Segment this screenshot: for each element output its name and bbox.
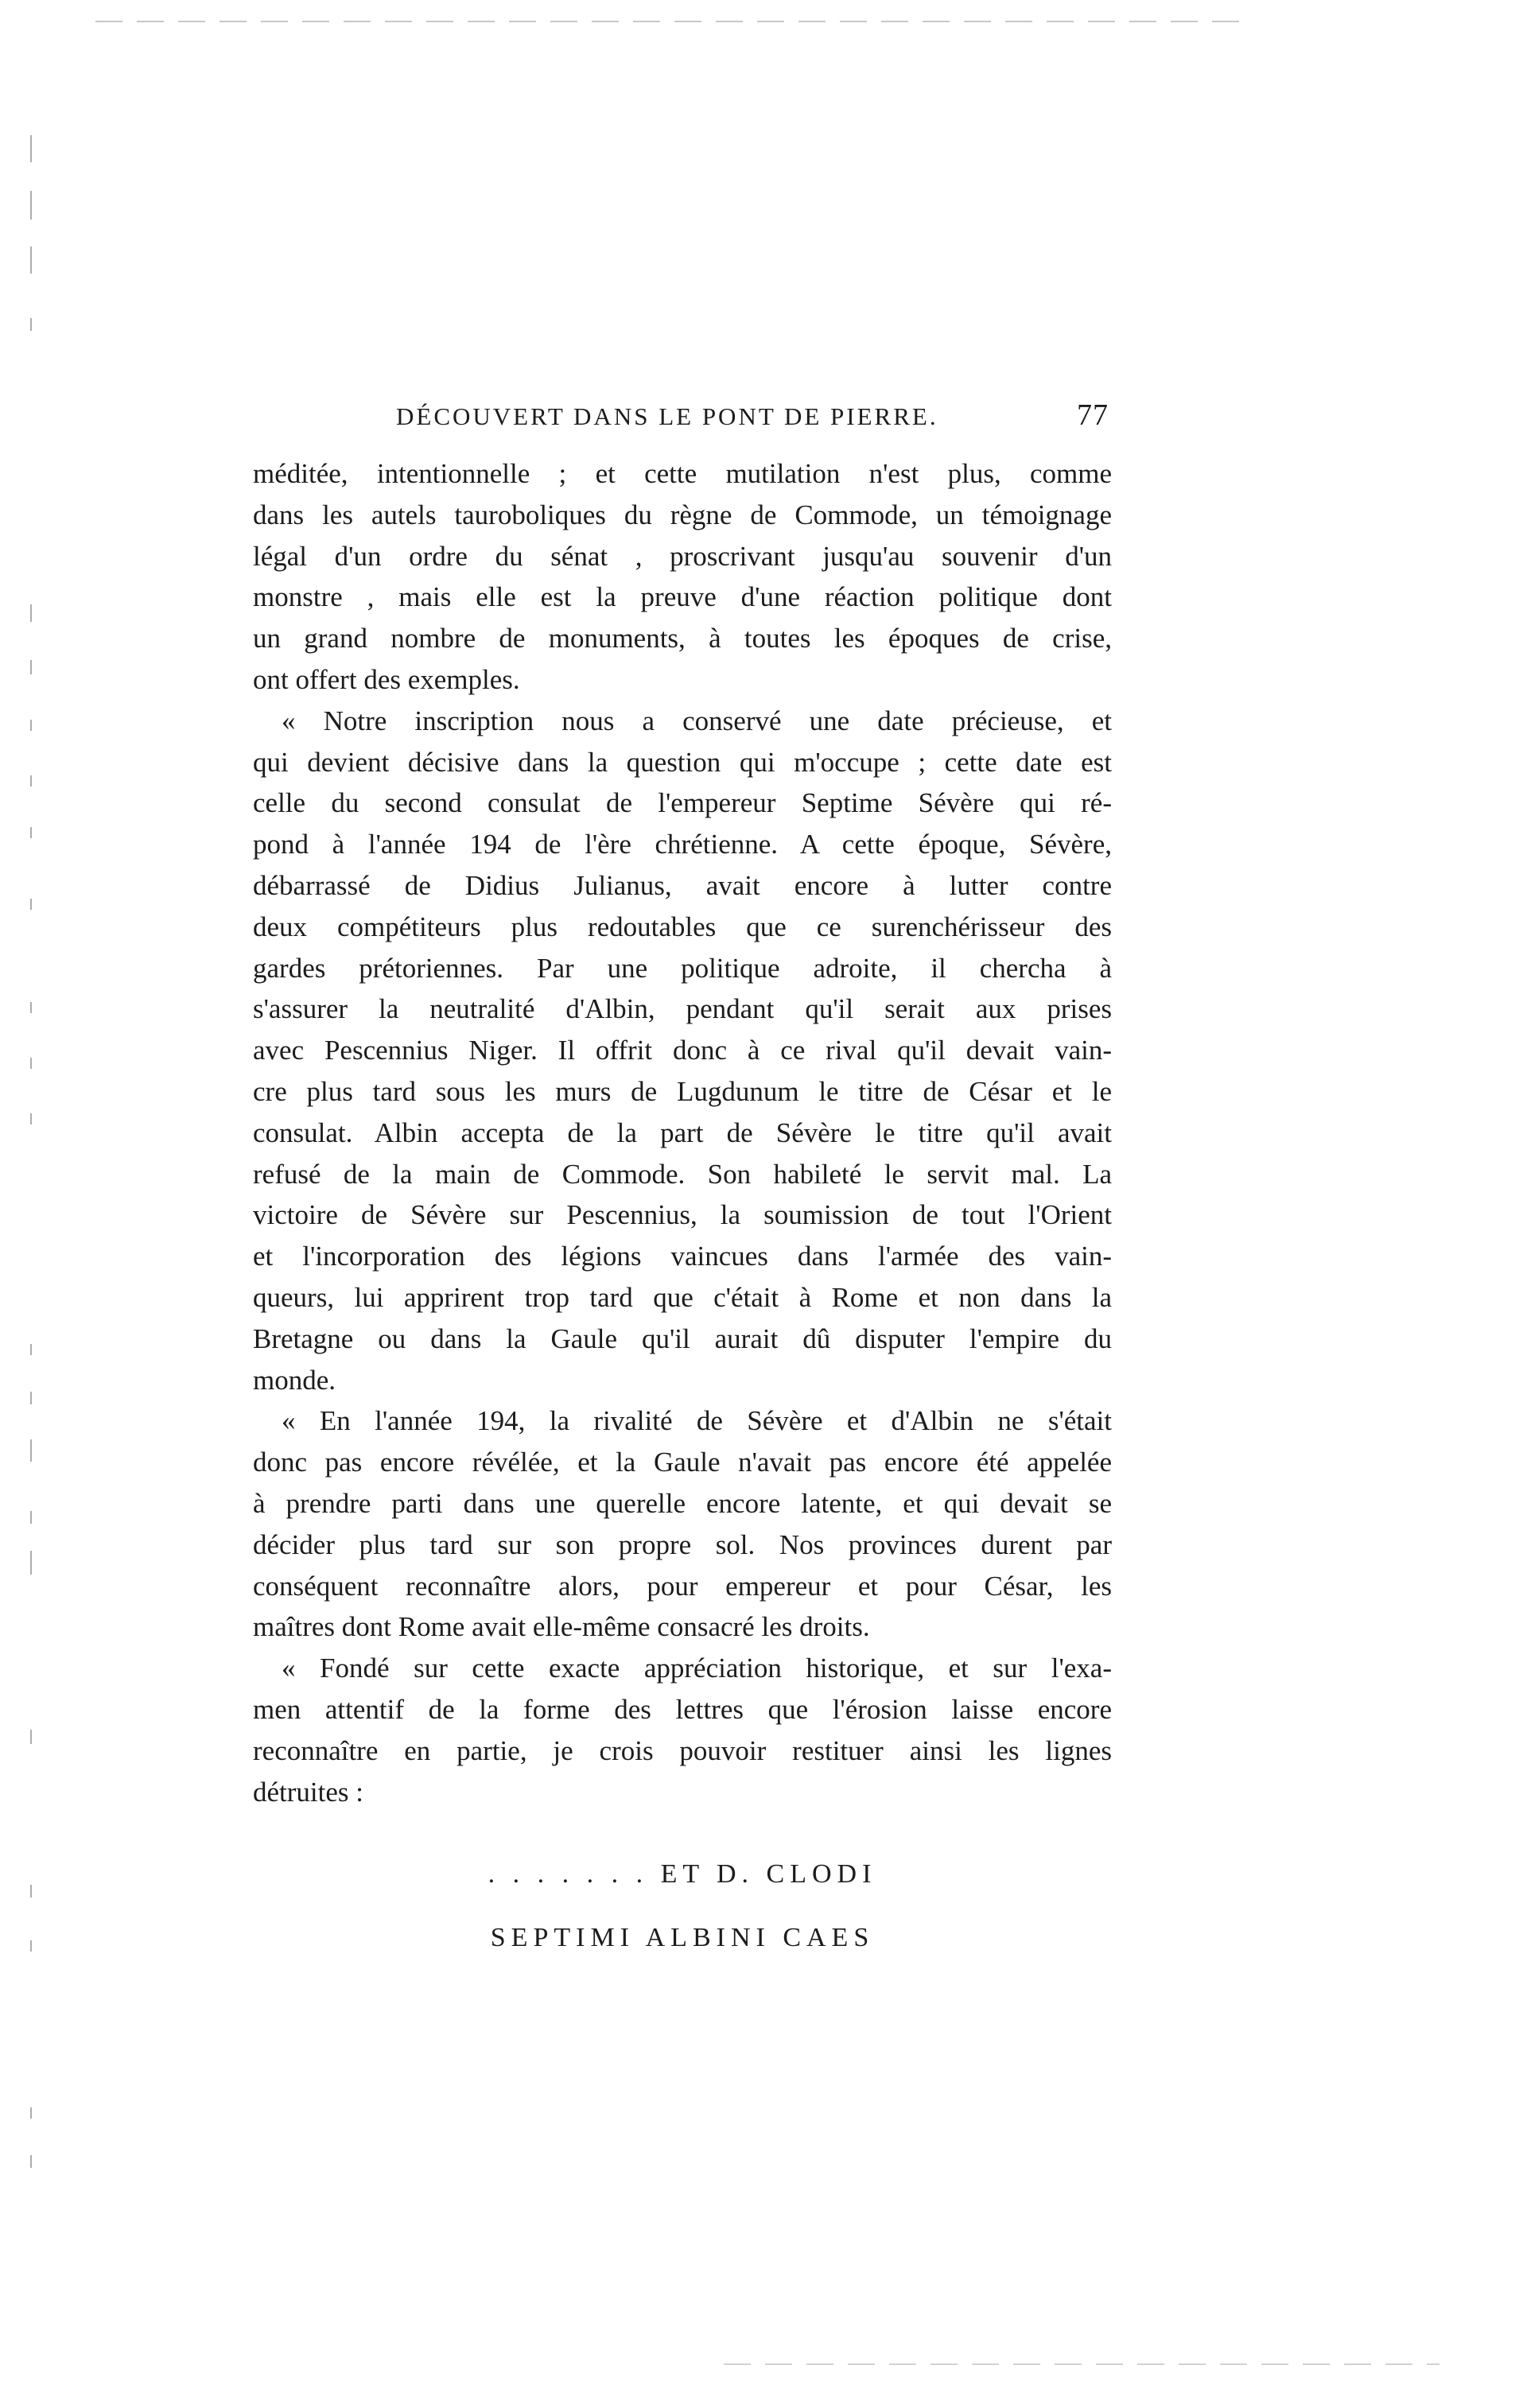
text-line: conséquent reconnaître alors, pour empereur et pour César, les [253,1570,1112,1602]
text-line: détruites : [253,1776,363,1808]
text-line: un grand nombre de monuments, à toutes les époques de crise, [253,623,1112,654]
text-line: monstre , mais elle est la preuve d'une réaction politique dont [253,581,1112,613]
text-line: et l'incorporation des légions vaincues dans l'armée des vain- [253,1241,1112,1272]
text-line: s'assurer la neutralité d'Albin, pendant qu'il serait aux prises [253,993,1112,1025]
inscription-line: SEPTIMI ALBINI CAES [490,1923,875,1953]
text-line: à prendre parti dans une querelle encore latente, et qui devait se [253,1487,1112,1519]
text-line: monde. [253,1364,336,1396]
text-line: cre plus tard sous les murs de Lugdunum le titre de César et le [253,1075,1112,1107]
book-page [253,398,1112,1970]
inscription-line: . . . . . . . ET D. CLODI [488,1859,877,1890]
page-number: 77 [1077,398,1109,432]
text-line: gardes prétoriennes. Par une politique adroite, il chercha à [253,952,1112,984]
text-line: reconnaître en partie, je crois pouvoir restituer ainsi les lignes [253,1734,1112,1766]
text-line: maîtres dont Rome avait elle-même consacré les droits. [253,1611,870,1643]
text-line: « Notre inscription nous a conservé une date précieuse, et [282,705,1112,736]
text-line: débarrassé de Didius Julianus, avait encore à lutter contre [253,869,1112,901]
text-line: légal d'un ordre du sénat , proscrivant jusqu'au souvenir d'un [253,540,1112,572]
running-head [253,398,1112,453]
text-line: méditée, intentionnelle ; et cette mutilation n'est plus, comme [253,458,1112,489]
text-line: deux compétiteurs plus redoutables que ce surenchérisseur des [253,911,1112,942]
text-line: ont offert des exemples. [253,663,520,695]
text-line: donc pas encore révélée, et la Gaule n'avait pas encore été appelée [253,1447,1112,1478]
gutter-marks [30,0,38,2408]
body-text [253,453,1112,1812]
text-line: « En l'année 194, la rivalité de Sévère et d'Albin ne s'était [282,1405,1112,1437]
text-line: qui devient décisive dans la question qui m'occupe ; cette date est [253,746,1112,778]
text-line: queurs, lui apprirent trop tard que c'était à Rome et non dans la [253,1281,1112,1313]
text-line: celle du second consulat de l'empereur Septime Sévère qui ré- [253,787,1112,819]
inscription-restoration [253,1843,1112,1970]
text-line: refusé de la main de Commode. Son habileté le servit mal. La [253,1158,1112,1190]
text-line: men attentif de la forme des lettres que l'érosion laisse encore [253,1693,1112,1725]
text-line: pond à l'année 194 de l'ère chrétienne. A cette époque, Sévère, [253,829,1112,860]
text-line: consulat. Albin accepta de la part de Sévère le titre qu'il avait [253,1117,1112,1148]
text-line: Bretagne ou dans la Gaule qu'il aurait dû disputer l'empire du [253,1322,1112,1354]
text-line: décider plus tard sur son propre sol. Nos provinces durent par [253,1528,1112,1560]
text-line: dans les autels tauroboliques du règne de Commode, un témoignage [253,499,1112,530]
scan-edge-top [95,21,1241,22]
text-line: victoire de Sévère sur Pescennius, la soumission de tout l'Orient [253,1199,1112,1231]
scan-edge-bottom [724,2363,1439,2365]
text-line: « Fondé sur cette exacte appréciation historique, et sur l'exa- [282,1653,1112,1684]
running-head-title: DÉCOUVERT DANS LE PONT DE PIERRE. [396,402,938,430]
text-line: avec Pescennius Niger. Il offrit donc à ce rival qu'il devait vain- [253,1035,1112,1066]
